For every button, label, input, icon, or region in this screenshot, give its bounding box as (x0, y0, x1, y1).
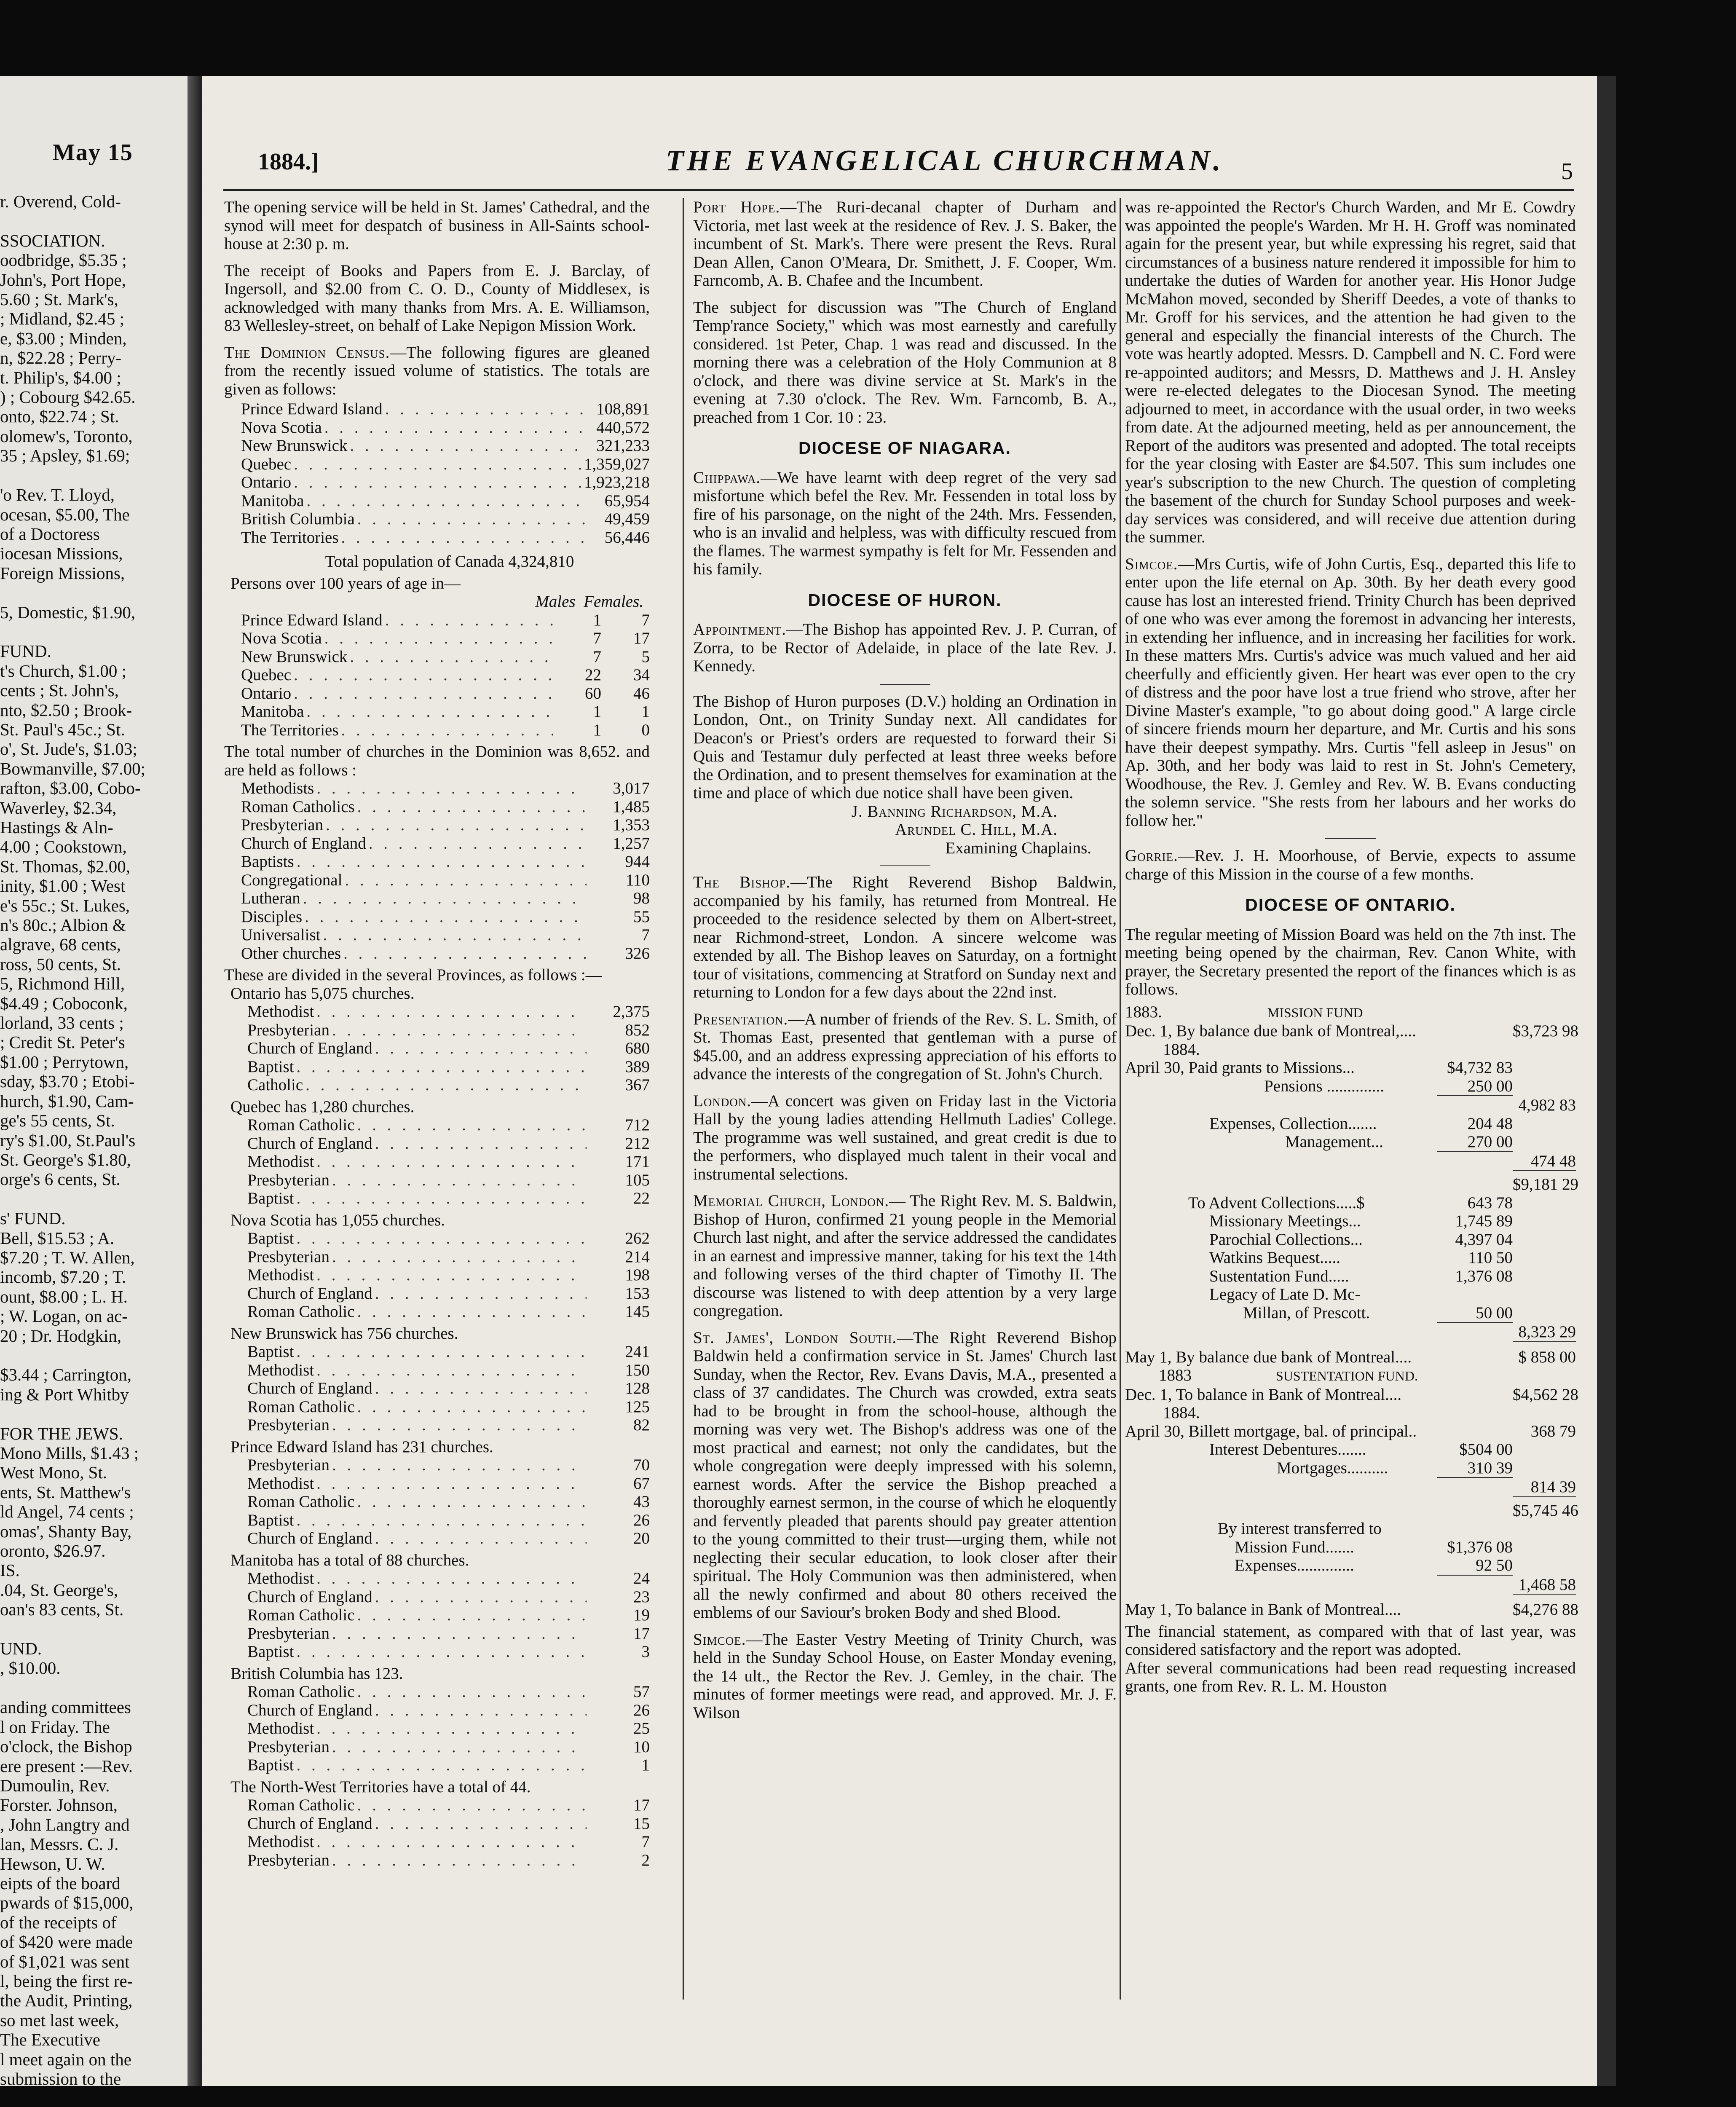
left-page-line: t's Church, $1.00 ; (0, 661, 127, 681)
province-row: Methodist . . . 171 (224, 1153, 650, 1171)
left-page-line: FOR THE JEWS. (0, 1423, 123, 1443)
left-page-line: of $1,021 was sent (0, 1952, 130, 1971)
left-page-line: onto, $22.74 ; St. (0, 407, 119, 426)
province-heading: The North-West Territories have a total of 44. (230, 1777, 531, 1796)
left-page-line: ; Midland, $2.45 ; (0, 309, 124, 329)
population-row: New Brunswick . . . 321,233 (224, 437, 650, 455)
province-row: Church of England . . . 212 (224, 1134, 650, 1153)
left-page-line: ross, 50 cents, St. (0, 954, 121, 974)
province-row: Methodist . . . 67 (224, 1474, 650, 1493)
bishop-paragraph: The Bishop.—The Right Reverend Bishop Baldwin, accompanied by his family, has returned from Montreal. He proceeded to the residence selected by them on Albert-street, near Richmond-street, London. A sincere welcome was extended by all. The Bishop leaves on Saturday, on a fortnight tour of visitations, commencing at Stratford on Sunday next and returning to London for a few days about the 22nd inst. (693, 873, 1117, 1001)
gorrie-paragraph: Gorrie.—Rev. J. H. Moorhouse, of Bervie, expects to assume charge of this Mission in the course of a few months. (1125, 847, 1576, 883)
population-row: The Territories . . . 56,446 (224, 528, 650, 547)
left-page-line (0, 1346, 185, 1365)
province-row: Roman Catholic . . . 17 (224, 1796, 650, 1815)
province-row: Church of England . . . 23 (224, 1588, 650, 1606)
province-heading: New Brunswick has 756 churches. (230, 1324, 458, 1343)
province-row: Baptist . . . 3 (224, 1643, 650, 1661)
left-page-line: Forster. Johnson, (0, 1795, 118, 1815)
left-page-line: ing & Port Whitby (0, 1384, 129, 1404)
left-page-line: ld Angel, 74 cents ; (0, 1502, 134, 1522)
left-page-line: IS. (0, 1560, 20, 1580)
province-row: Roman Catholic . . . 712 (224, 1116, 650, 1134)
denomination-row: Other churches . . . 326 (224, 944, 650, 963)
province-row: Methodist . . . 150 (224, 1361, 650, 1380)
appointment-paragraph: Appointment.—The Bishop has appointed Rev. J. P. Curran, of Zorra, to be Rector of Adelaide, in place of the late Rev. J. Kennedy. (693, 620, 1117, 675)
presentation-paragraph: Presentation.—A number of friends of the Rev. S. L. Smith, of St. Thomas East, presented that gentleman with a purse of $45.00, and an address expressing appreciation of his efforts to advance the interests of the congregation of St. John's Church. (693, 1010, 1117, 1083)
province-row: Presbyterian . . . 2 (224, 1851, 650, 1870)
left-page-line: l, being the first re- (0, 1971, 133, 1991)
mission-fund-statement: 1883. MISSION FUND Dec. 1, By balance due bank of Montreal,.... $3,723 98 1884. April 30, Paid grants to Missions... $4,732 83 Pensions .............. 250 00 4,982 83 Expenses, Collection....... 204 48 Management... 270 00 474 48 $9,181 29 To Advent Collections.....$ 643 78 Missionary Meetings... 1,745 89 Parochial Collections... 4,397 04 Watkins Bequest..... 110 50 Sustentation Fund..... 1,376 08 Legacy of Late D. Mc- Millan, of Prescott. 50 00 8,323 29 May 1, By balance due bank of Montreal.... $ 858 00 (1125, 1003, 1578, 1366)
left-page-line: , John Langtry and (0, 1815, 130, 1834)
vestry-continuation: was re-appointed the Rector's Church Warden, and Mr E. Cowdry was appointed the people's Warden. Mr H. H. Groff was nominated again for the present year, but while expressing his regret, said that circumstances of a business nature rendered it impossible for him to undertake the duties of Warden for another year. His Honor Judge McMahon moved, seconded by Sheriff Deedes, a vote of thanks to Mr. Groff for his services, and the attention he had given to the general and especially the financial interests of the Church. The vote was heartly adopted. Messrs. D. Campbell and N. C. Ford were re-appointed auditors; and Messrs, D. Matthews and J. H. Ansley were re-elected delegates to the Diocesan Synod. The meeting adjourned to meet, in accordance with the usual order, in two weeks from date. At the adjourned meeting, held as per announcement, the Report of the auditors was presented and adopted. The total receipts for the year closing with Easter are $4.507. This sum includes one year's subscription to the new Church. The question of completing the basement of the church for Sunday School purposes and week-day services was considered, and will receive due attention during the summer. (1125, 198, 1576, 546)
province-heading: Manitoba has a total of 88 churches. (230, 1551, 469, 1569)
left-page-line: e, $3.00 ; Minden, (0, 328, 127, 348)
left-page-line: 'o Rev. T. Lloyd, (0, 485, 115, 505)
signature-hill: Arundel C. Hill, M.A. (895, 820, 1058, 839)
left-page-line: $7.20 ; T. W. Allen, (0, 1247, 135, 1267)
left-page-line (0, 466, 185, 485)
province-row: Roman Catholic . . . 57 (224, 1683, 650, 1701)
simcoe-obituary: Simcoe.—Mrs Curtis, wife of John Curtis, Esq., departed this life to enter upon the life eternal on Ap. 30th. By her death every good cause has lost an interested friend. Trinity Church has been deprived of one who was ever among the foremost in advancing her interests, in extending her influence, and in increasing her facilities for work. In these matters Mrs. Curtis's advice was much valued and her aid cheerfully and efficiently given. Her heart was ever open to the cry of distress and the poor have lost a true friend who strove, after her Divine Master's example, "to go about doing good." A large circle of sincere friends mourn her departure, and Mr. Curtis and his sons have their deepest sympathy. Mrs. Curtis "fell asleep in Jesus" on Ap. 30th, and her body was laid to rest in St. John's Cemetery, Woodhouse, the Rev. J. Gemley and Rev. W. B. Evans conducting the solemn service. "She rests from her labours and her works do follow her." (1125, 555, 1576, 830)
province-row: Roman Catholic . . . 19 (224, 1606, 650, 1624)
header-rule (223, 189, 1574, 191)
left-page-line: oronto, $26.97. (0, 1541, 106, 1561)
province-heading: Ontario has 5,075 churches. (230, 984, 415, 1003)
province-row: Presbyterian . . . 10 (224, 1738, 650, 1756)
ordination-paragraph: The Bishop of Huron purposes (D.V.) holding an Ordination in London, Ont., on Trinity Sunday next. All candidates for Deacon's or Priest's orders are requested to forward their Si Quis and Testamur duly perfected at least three weeks before the Ordination, and to present themselves for examination at the time and place of which due notice shall have been given. (693, 692, 1117, 802)
left-page-line: l on Friday. The (0, 1717, 110, 1737)
denominations-table (224, 779, 650, 962)
province-row: Church of England . . . 20 (224, 1529, 650, 1548)
left-page-line: ; Credit St. Peter's (0, 1032, 125, 1052)
denomination-row: Congregational . . . 110 (224, 871, 650, 890)
denomination-row: Roman Catholics . . . 1,485 (224, 798, 650, 816)
left-page-line: Mono Mills, $1.43 ; (0, 1443, 139, 1463)
signature-title: Examining Chaplains. (945, 839, 1091, 857)
left-page-line: o', St. Jude's, $1.03; (0, 739, 137, 759)
left-page-line: sday, $3.70 ; Etobi- (0, 1072, 135, 1091)
separator (880, 684, 930, 685)
left-page-line (0, 1404, 185, 1423)
denomination-row: Baptists . . . 944 (224, 852, 650, 871)
province-row: Church of England . . . 15 (224, 1815, 650, 1833)
left-page-line: Waverley, $2.34, (0, 798, 117, 818)
left-page-strip (0, 76, 188, 2086)
province-heading: British Columbia has 123. (230, 1664, 403, 1683)
left-page-line: submission to the (0, 2069, 121, 2086)
ontario-paragraph: The regular meeting of Mission Board was held on the 7th inst. The meeting being opened by the chairman, Rev. Canon White, with prayer, the Secretary presented the report of the finances which is as follows. (1125, 925, 1576, 998)
denomination-row: Church of England . . . 1,257 (224, 834, 650, 853)
left-page-line: n's 80c.; Albion & (0, 915, 126, 935)
left-page-line: eipts of the board (0, 1873, 121, 1893)
left-page-line: John's, Port Hope, (0, 270, 126, 290)
centenarians-heading: Persons over 100 years of age in— (230, 574, 461, 592)
denomination-row: Universalist . . . 7 (224, 926, 650, 944)
province-row: Church of England . . . 26 (224, 1701, 650, 1720)
left-page-header: May 15 (53, 139, 133, 166)
province-table (224, 1343, 650, 1434)
left-page-line: .04, St. George's, (0, 1580, 118, 1600)
province-row: Catholic . . . 367 (224, 1076, 650, 1094)
column-rule-2 (1120, 198, 1121, 2000)
province-row: Baptist . . . 1 (224, 1756, 650, 1775)
left-page-line: hurch, $1.90, Cam- (0, 1091, 134, 1111)
left-page-line: oodbridge, $5.35 ; (0, 250, 127, 270)
left-page-line: 5, Richmond Hill, (0, 974, 125, 994)
province-table (224, 1003, 650, 1094)
signature-richardson: J. Banning Richardson, M.A. (851, 802, 1058, 820)
left-page-line: lan, Messrs. C. J. (0, 1834, 119, 1854)
province-table (224, 1683, 650, 1775)
left-page-line: pwards of $15,000, (0, 1893, 134, 1913)
left-page-line: r. Overend, Cold- (0, 192, 121, 211)
column-2 (693, 198, 1117, 1730)
left-page-line: West Mono, St. (0, 1463, 107, 1482)
left-page-line: ry's $1.00, St.Paul's (0, 1130, 136, 1150)
page-number: 5 (1561, 158, 1573, 185)
centenarians-columns: Males Females. (535, 592, 643, 611)
left-page-line: St. George's $1.80, (0, 1150, 131, 1169)
grants-paragraph: After several communications had been read requesting increased grants, one from Rev. R. L. M. Houston (1125, 1659, 1576, 1695)
province-row: Roman Catholic . . . 43 (224, 1493, 650, 1511)
memorial-paragraph: Memorial Church, London.— The Right Rev. M. S. Baldwin, Bishop of Huron, confirmed 21 young people in the Memorial Church last night, and after the service addressed the candidates in an earnest and impressive manner, taking for his text the 14th and following verses of the third chapter of Timothy II. The discourse was listened to with deep attention by a very large congregation. (693, 1192, 1117, 1320)
left-page-line: 4.00 ; Cookstown, (0, 837, 127, 857)
province-row: Methodist . . . 7 (224, 1833, 650, 1851)
centenarian-row: Prince Edward Island . . . 1 7 (224, 611, 650, 630)
province-row: Baptist . . . 22 (224, 1189, 650, 1208)
left-page-line: , $10.00. (0, 1658, 61, 1678)
left-page-line: rafton, $3.00, Cobo- (0, 778, 141, 798)
left-page-line: The Executive (0, 2030, 100, 2050)
denomination-row: Disciples . . . 55 (224, 908, 650, 926)
centenarian-row: Ontario . . . 60 46 (224, 684, 650, 703)
left-page-line (0, 1189, 185, 1209)
province-row: Baptist . . . 26 (224, 1511, 650, 1530)
province-tables (224, 984, 650, 1870)
left-page-line (0, 211, 185, 231)
churches-intro: The total number of churches in the Dominion was 8,652. and are held as follows : (224, 743, 650, 779)
separator (1325, 838, 1376, 839)
left-page-line: ) ; Cobourg $42.65. (0, 387, 136, 407)
province-table (224, 1796, 650, 1869)
left-page-line: St. Paul's 45c.; St. (0, 719, 125, 739)
left-page-line: omas', Shanty Bay, (0, 1521, 132, 1541)
province-table (224, 1229, 650, 1321)
header-year: 1884.] (258, 149, 319, 175)
left-page-line: nto, $2.50 ; Brook- (0, 700, 132, 720)
centenarian-row: The Territories . . . 1 0 (224, 721, 650, 740)
denomination-row: Methodists . . . 3,017 (224, 779, 650, 798)
chippawa-paragraph: Chippawa.—We have learnt with deep regret of the very sad misfortune which befel the Rev. Mr. Fessenden in total loss by fire of his parsonage, on the night of the 24th. Mrs. Fessenden, who is an invalid and helpless, was with difficulty rescued from the flames. The warmest sympathy is felt for Mr. Fessenden and his family. (693, 468, 1117, 578)
column-1 (224, 198, 650, 1873)
column-3 (1125, 198, 1576, 1704)
left-page-line: Bowmanville, $7.00; (0, 759, 146, 778)
left-page-line: anding committees (0, 1697, 131, 1717)
temperance-paragraph: The subject for discussion was "The Church of England Temp'rance Society," which was most earnestly and carefully considered. 1st Peter, Chap. 1 was read and discussed. In the morning there was a celebration of the Holy Communion at 8 o'clock, and there was divine service at St. Mark's in the evening at 7.30 o'clock. The Rev. Wm. Farncomb, B. A., preached from 1 Cor. 10 : 23. (693, 298, 1117, 426)
left-page-line: s' FUND. (0, 1209, 66, 1228)
receipt-paragraph: The receipt of Books and Papers from E. J. Barclay, of Ingersoll, and $2.00 from C. O. D., County of Middlesex, is acknowledged with many thanks from Mrs. A. E. Williamson, 83 Wellesley-street, on behalf of Lake Nepigon Mission Work. (224, 261, 650, 335)
centenarian-row: Quebec . . . 22 34 (224, 666, 650, 684)
st-james-paragraph: St. James', London South.—The Right Reverend Bishop Baldwin held a confirmation service in St. James' Church last Sunday, when the Rector, Rev. Evans Davis, M.A., presented a class of 37 candidates. The Church was crowded, extra seats had to be brought in from the school-house, although the morning was very wet. The Bishop's address was one of the most practical and earnest; not only the candidates, but the whole congregation were deeply impressed with his solemn, earnest words. After the service the Bishop preached a thoroughly earnest sermon, in the course of which he eloquently and fervently pleaded that parents should pay greater attention to the young committed to their trust—urging them, while not neglecting their secular education, to look closer after their spiritual. The Holy Communion was then administered, when all the newly confirmed and about 80 others received the emblems of our Saviour's broken Body and shed Blood. (693, 1328, 1117, 1622)
census-heading: The Dominion Census. (224, 343, 390, 362)
left-page-line: of $420 were made (0, 1932, 133, 1952)
column-rule-1 (683, 198, 684, 2000)
centenarian-row: Nova Scotia . . . 7 17 (224, 629, 650, 648)
left-page-line: e's 55c.; St. Lukes, (0, 895, 130, 915)
left-page-line: $4.49 ; Coboconk, (0, 993, 128, 1013)
huron-heading: DIOCESE OF HURON. (808, 590, 1002, 610)
left-page-line: o'clock, the Bishop (0, 1737, 132, 1756)
left-page-line: ocesan, $5.00, The (0, 504, 130, 524)
left-page-line: l meet again on the (0, 2049, 131, 2069)
province-table (224, 1456, 650, 1548)
population-row: Quebec . . . 1,359,027 (224, 455, 650, 474)
left-page-line: 35 ; Apsley, $1.69; (0, 446, 130, 466)
left-page-line: t. Philip's, $4.00 ; (0, 367, 121, 387)
left-page-line: so met last week, (0, 2010, 119, 2030)
left-page-line: ents, St. Matthew's (0, 1482, 131, 1502)
centenarians-table (224, 611, 650, 740)
province-row: Presbyterian . . . 17 (224, 1624, 650, 1643)
left-page-line: olomew's, Toronto, (0, 426, 133, 446)
sustentation-fund-statement: 1883 SUSTENTATION FUND. Dec. 1, To balance in Bank of Montreal.... $4,562 28 1884. April 30, Billett mortgage, bal. of principal.. 368 79 Interest Debentures....... $504 00 Mortgages.......... 310 39 814 39 $5,745 46 By interest transferred to Mission Fund....... $1,376 08 Expenses.............. 92 50 1,468 58 May 1, To balance in Bank of Montreal.... $4,276 88 (1125, 1366, 1578, 1619)
centenarian-row: Manitoba . . . 1 1 (224, 702, 650, 721)
centenarian-row: New Brunswick . . . 7 5 (224, 648, 650, 666)
simcoe-paragraph: Simcoe.—The Easter Vestry Meeting of Trinity Church, was held in the Sunday School House, on Easter Monday evening, the 14 ult., the Rector the Rev. J. Gemley, in the chair. The minutes of former meetings were read, and approved. Mr. J. F. Wilson (693, 1630, 1117, 1722)
left-page-line: orge's 6 cents, St. (0, 1169, 121, 1189)
left-page-line: SSOCIATION. (0, 231, 105, 250)
left-page-line: cents ; St. John's, (0, 681, 119, 700)
province-heading: Nova Scotia has 1,055 churches. (230, 1211, 445, 1229)
left-page-text (0, 192, 185, 2086)
province-heading: Prince Edward Island has 231 churches. (230, 1437, 493, 1456)
province-row: Methodist . . . 2,375 (224, 1003, 650, 1021)
left-page-line: the Audit, Printing, (0, 1991, 133, 2010)
left-page-line (0, 583, 185, 602)
province-row: Methodist . . . 198 (224, 1266, 650, 1284)
london-paragraph: London.—A concert was given on Friday last in the Victoria Hall by the young ladies attending Hellmuth Ladies' College. The programme was well sustained, and great credit is due to the performers, who displayed much talent in their vocal and instrumental selections. (693, 1091, 1117, 1183)
province-row: Presbyterian . . . 105 (224, 1171, 650, 1190)
province-row: Presbyterian . . . 852 (224, 1021, 650, 1040)
census-intro: The Dominion Census.—The following figures are gleaned from the recently issued volume of statistics. The totals are given as follows: (224, 343, 650, 398)
financial-statement-paragraph: The financial statement, as compared with that of last year, was considered satisfactory and the report was adopted. (1125, 1622, 1576, 1659)
left-page-line: of a Doctoress (0, 524, 100, 544)
port-hope-paragraph: Port Hope.—The Ruri-decanal chapter of Durham and Victoria, met last week at the residence of Rev. J. S. Baker, the incumbent of St. Mark's. There were present the Revs. Rural Dean Allen, Canon O'Meara, Dr. Smithett, J. F. Cooper, Wm. Farncomb, A. B. Chafee and the Incumbent. (693, 198, 1117, 290)
province-row: Methodist . . . 25 (224, 1719, 650, 1738)
left-page-line: iocesan Missions, (0, 544, 123, 563)
population-row: Ontario . . . 1,923,218 (224, 473, 650, 492)
left-page-line: oan's 83 cents, St. (0, 1600, 124, 1619)
left-page-line: Hastings & Aln- (0, 818, 113, 837)
left-page-line: 5.60 ; St. Mark's, (0, 290, 118, 309)
province-heading: Quebec has 1,280 churches. (230, 1097, 415, 1116)
left-page-line (0, 1619, 185, 1639)
province-row: Church of England . . . 128 (224, 1379, 650, 1398)
left-page-line: $3.44 ; Carrington, (0, 1365, 132, 1385)
niagara-heading: DIOCESE OF NIAGARA. (798, 438, 1011, 458)
left-page-line: ere present :—Rev. (0, 1756, 133, 1776)
left-page-line: Foreign Missions, (0, 563, 125, 583)
province-table (224, 1116, 650, 1208)
page-edge (1597, 76, 1616, 2086)
left-page-line: $1.00 ; Perrytown, (0, 1052, 129, 1072)
left-page-line: Bell, $15.53 ; A. (0, 1228, 115, 1248)
total-population: Total population of Canada 4,324,810 (325, 552, 574, 571)
masthead-title: THE EVANGELICAL CHURCHMAN. (666, 145, 1224, 177)
opening-service-paragraph: The opening service will be held in St. James' Cathedral, and the synod will meet for despatch of business in All-Saints school-house at 2:30 p. m. (224, 198, 650, 253)
left-page-line: n, $22.28 ; Perry- (0, 348, 122, 368)
left-page-line: Dumoulin, Rev. (0, 1775, 110, 1795)
province-row: Church of England . . . 680 (224, 1039, 650, 1058)
province-row: Church of England . . . 153 (224, 1284, 650, 1303)
left-page-line: incomb, $7.20 ; T. (0, 1267, 126, 1287)
denomination-row: Presbyterian . . . 1,353 (224, 816, 650, 834)
population-table (224, 400, 650, 547)
province-row: Presbyterian . . . 70 (224, 1456, 650, 1474)
province-row: Presbyterian . . . 82 (224, 1416, 650, 1434)
population-row: British Columbia . . . 49,459 (224, 510, 650, 528)
province-row: Baptist . . . 389 (224, 1058, 650, 1076)
left-page-line: UND. (0, 1639, 42, 1659)
province-row: Roman Catholic . . . 125 (224, 1398, 650, 1416)
left-page-line (0, 1678, 185, 1697)
denomination-row: Lutheran . . . 98 (224, 889, 650, 908)
left-page-line: Hewson, U. W. (0, 1854, 105, 1874)
province-row: Baptist . . . 262 (224, 1229, 650, 1248)
province-row: Presbyterian . . . 214 (224, 1248, 650, 1266)
population-row: Manitoba . . . 65,954 (224, 492, 650, 510)
left-page-line: lorland, 33 cents ; (0, 1013, 124, 1033)
left-page-line: inity, $1.00 ; West (0, 876, 126, 896)
ontario-heading: DIOCESE OF ONTARIO. (1245, 895, 1456, 914)
left-page-line: 5, Domestic, $1.90, (0, 602, 136, 622)
population-row: Nova Scotia . . . 440,572 (224, 418, 650, 437)
left-page-line: algrave, 68 cents, (0, 935, 121, 954)
province-table (224, 1569, 650, 1661)
left-page-line: ; W. Logan, on ac- (0, 1306, 128, 1326)
province-row: Roman Catholic . . . 145 (224, 1303, 650, 1321)
left-page-line: ge's 55 cents, St. (0, 1111, 115, 1131)
left-page-line: of the receipts of (0, 1912, 117, 1932)
province-row: Methodist . . . 24 (224, 1569, 650, 1588)
left-page-line (0, 622, 185, 641)
provinces-intro: These are divided in the several Provinces, as follows :— (224, 966, 602, 984)
province-row: Baptist . . . 241 (224, 1343, 650, 1361)
left-page-line: 20 ; Dr. Hodgkin, (0, 1326, 122, 1346)
left-page-line: ount, $8.00 ; L. H. (0, 1287, 128, 1306)
separator (880, 865, 930, 866)
left-page-line: FUND. (0, 641, 51, 661)
population-row: Prince Edward Island . . . 108,891 (224, 400, 650, 418)
left-page-line: St. Thomas, $2.00, (0, 856, 131, 876)
newspaper-page (202, 76, 1597, 2086)
